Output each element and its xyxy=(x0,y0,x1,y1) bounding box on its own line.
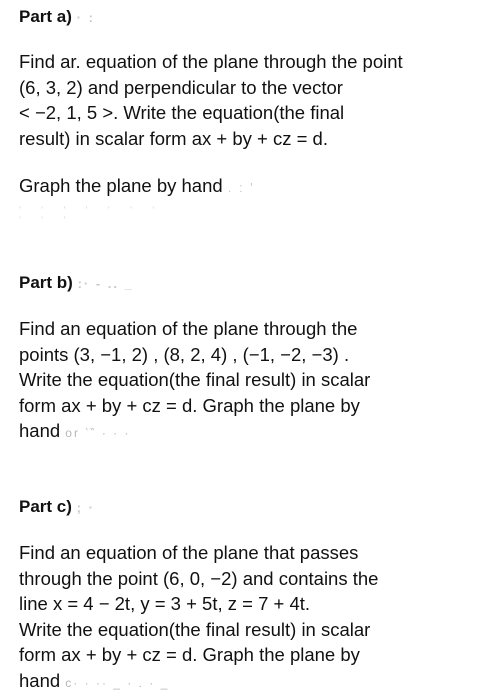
part-b-line-2: points (3, −1, 2) , (8, 2, 4) , (−1, −2, −3) . xyxy=(19,343,350,365)
part-b xyxy=(19,272,481,295)
part-b-prompt xyxy=(19,316,481,441)
part-a xyxy=(19,6,481,29)
part-a-graph xyxy=(19,173,481,201)
blurred-mark: · : xyxy=(76,10,95,25)
part-c-line-4: Write the equation(the final result) in scalar xyxy=(19,618,371,640)
blurred-line: ' ' ' ' ' ' ' ' ' ' xyxy=(19,205,164,225)
part-c-line-5: form ax + by + cz = d. Graph the plane by xyxy=(19,644,360,665)
blurred-mark: . : ' xyxy=(227,180,255,195)
part-b-line-5: hand or ‵‶ · · · xyxy=(19,420,131,441)
part-a-line-4: result) in scalar form ax + by + cz = d. xyxy=(19,127,328,149)
part-a-line-2: (6, 3, 2) and perpendicular to the vector xyxy=(19,76,343,98)
part-a-line-3: < −2, 1, 5 >. Write the equation(the final xyxy=(19,102,345,123)
part-a-title: Part a) · : xyxy=(19,7,95,26)
part-c xyxy=(19,496,481,519)
blurred-mark: :· - .. _ xyxy=(77,276,134,291)
part-b-title: Part b) :· - .. _ xyxy=(19,273,134,292)
part-c-prompt xyxy=(19,540,481,690)
part-c-title: Part c) ; · xyxy=(19,497,95,516)
cut-off-text: or ‵‶ · · · xyxy=(65,426,131,440)
part-a-prompt xyxy=(19,49,481,151)
cut-off-text: c· · ·· _ · . · _ xyxy=(65,675,170,690)
blurred-mark: ; · xyxy=(76,500,95,515)
part-c-line-3: line x = 4 − 2t, y = 3 + 5t, z = 7 + 4t. xyxy=(19,593,311,614)
part-c-line-6: hand c· · ·· _ · . · _ xyxy=(19,669,170,691)
part-b-line-1: Find an equation of the plane through the xyxy=(19,318,358,339)
part-b-line-4: form ax + by + cz = d. Graph the plane by xyxy=(19,394,360,416)
part-a-line-1: Find ar. equation of the plane through the point xyxy=(19,51,403,72)
part-b-line-3: Write the equation(the final result) in scalar xyxy=(19,369,371,390)
part-a-graph-line: Graph the plane by hand . : ' xyxy=(19,175,255,196)
part-c-line-2: through the point (6, 0, −2) and contains the xyxy=(19,567,379,589)
part-c-line-1: Find an equation of the plane that passes xyxy=(19,542,359,563)
